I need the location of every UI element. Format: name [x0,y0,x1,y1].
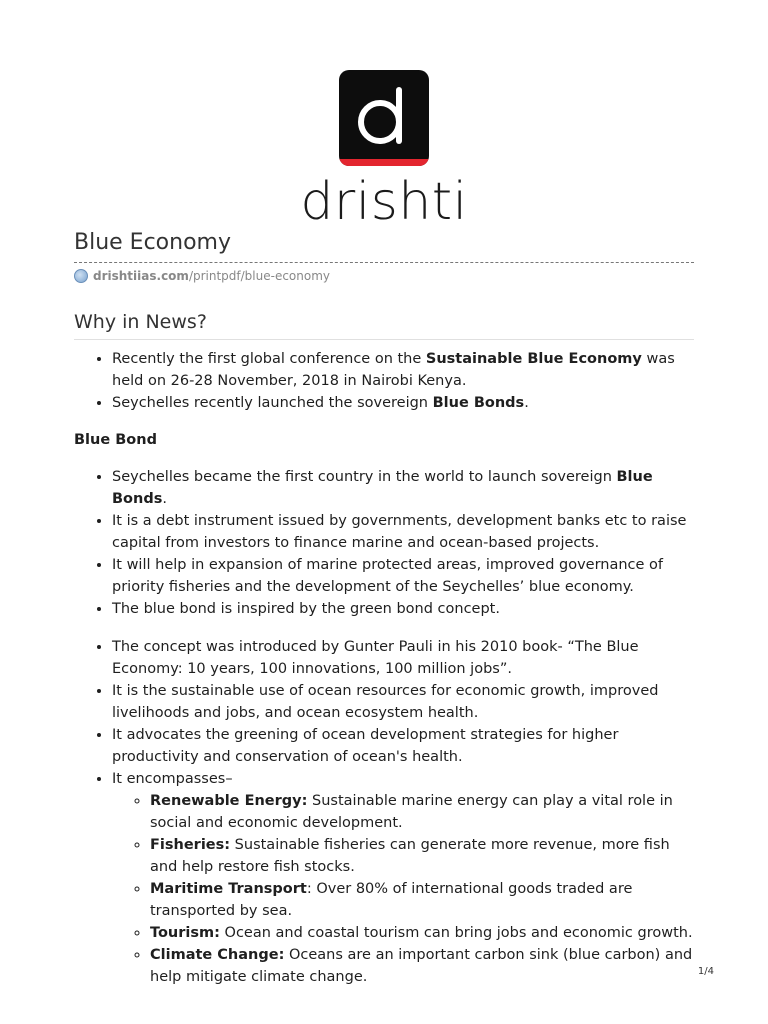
logo-icon [339,70,429,166]
title-divider [74,262,694,263]
page-title: Blue Economy [74,230,231,255]
list-item: • Seychelles recently launched the sovereign Blue Bonds. [112,392,694,414]
source-path[interactable]: /printpdf/blue-economy [188,269,331,283]
sub-list-item: ◦ Tourism: Ocean and coastal tourism can bring jobs and economic growth. [150,922,694,944]
sub-list-item: ◦ Maritime Transport: Over 80% of international goods traded are transported by sea. [150,878,694,922]
why-in-news-list [74,348,694,414]
source-link[interactable] [74,269,330,283]
list-item: • Recently the first global conference on the Sustainable Blue Economy was held on 26-28 November, 2018 in Nairobi Kenya. [112,348,694,392]
blue-bond-heading: Blue Bond [74,432,157,448]
list-item: • The blue bond is inspired by the green bond concept. [112,598,694,620]
section-divider [74,339,694,340]
globe-icon [74,269,88,283]
list-item: • It encompasses– ◦ Renewable Energy: Sustainable marine energy can play a vital role in social and economic development. ◦ Fisheries: Sustainable fisheries can generate more revenue, more fish and help restore fish stocks. ◦ Maritime Transport: Over 80% of international goods traded are transported by sea. ◦ Tourism: Ocean and coastal tourism can bring jobs and economic growth. ◦ Climate Change: Oceans are an important carbon sink (blue carbon) and help mitigate climate change. [112,768,694,988]
sub-list-item: ◦ Renewable Energy: Sustainable marine energy can play a vital role in social and economic development. [150,790,694,834]
page-number: 1/4 [697,966,714,977]
drishti-logo [0,70,768,232]
blue-bond-list [74,466,694,620]
article-body [74,348,694,988]
list-item: • It advocates the greening of ocean development strategies for higher productivity and conservation of ocean's health. [112,724,694,768]
source-domain[interactable]: drishtiias.com [93,269,189,283]
list-item: • It is the sustainable use of ocean resources for economic growth, improved livelihoods and jobs, and ocean ecosystem health. [112,680,694,724]
concept-list [74,636,694,988]
logo-wordmark: drishti [300,172,468,232]
list-item: • Seychelles became the first country in the world to launch sovereign Blue Bonds. [112,466,694,510]
list-item: • It will help in expansion of marine protected areas, improved governance of priority fisheries and the development of the Seychelles’ blue economy. [112,554,694,598]
list-item: • It is a debt instrument issued by governments, development banks etc to raise capital from investors to finance marine and ocean-based projects. [112,510,694,554]
section-heading-why-in-news: Why in News? [74,311,207,333]
encompasses-list [112,790,694,988]
sub-list-item: ◦ Climate Change: Oceans are an important carbon sink (blue carbon) and help mitigate climate change. [150,944,694,988]
sub-list-item: ◦ Fisheries: Sustainable fisheries can generate more revenue, more fish and help restore fish stocks. [150,834,694,878]
list-item: • The concept was introduced by Gunter Pauli in his 2010 book- “The Blue Economy: 10 years, 100 innovations, 100 million jobs”. [112,636,694,680]
